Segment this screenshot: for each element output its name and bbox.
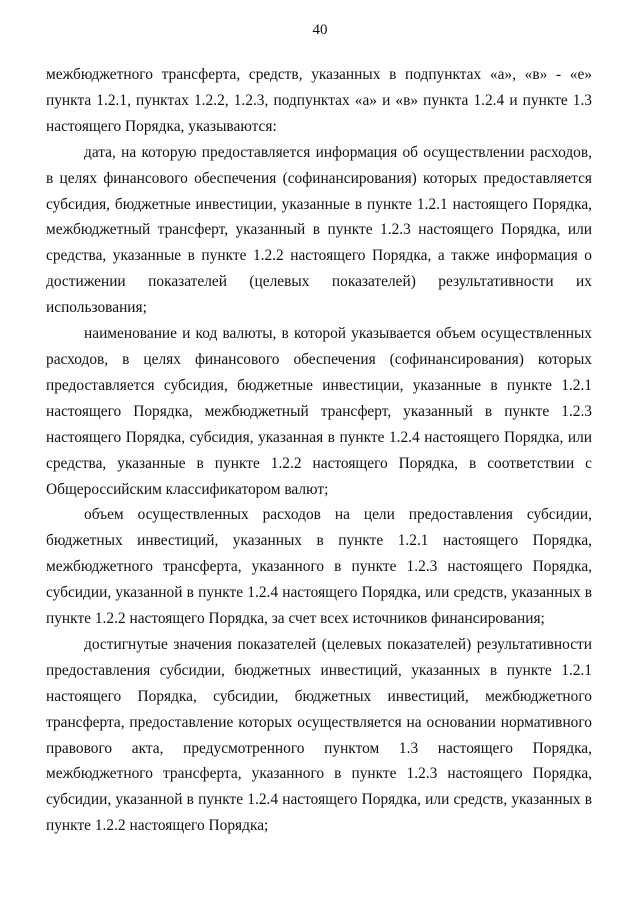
paragraph-currency: наименование и код валюты, в которой указывается объем осуществленных расходов, в целях финансового обеспечения (софинансирования) которых предоставляется субсидия, бюджетные инвестиции, указанные в пункте 1.2.1 настоящего Порядка, межбюджетный трансферт, указанный в пункте 1.2.3 настоящего Порядка, субсидия, указанная в пункте 1.2.4 настоящего Порядка, или средства, указанные в пункте 1.2.2 настоящего Порядка, в соответствии с Общероссийским классификатором валют;	[46, 325, 592, 498]
paragraph-indicator-values: достигнутые значения показателей (целевых показателей) результативности предоставления субсидии, бюджетных инвестиций, указанных в пункте 1.2.1 настоящего Порядка, субсидии, бюджетных инвестиций, межбюджетного трансферта, предоставление которых осуществляется на основании нормативного правового акта, предусмотренного пунктом 1.3 настоящего Порядка, межбюджетного трансферта, указанного в пункте 1.2.3 настоящего Порядка, субсидии, указанной в пункте 1.2.4 настоящего Порядка, или средств, указанных в пункте 1.2.2 настоящего Порядка;	[46, 635, 592, 835]
page-number: 40	[312, 22, 328, 38]
body-text	[46, 62, 592, 839]
paragraph-reporting-date: дата, на которую предоставляется информация об осуществлении расходов, в целях финансового обеспечения (софинансирования) которых предоставляется субсидия, бюджетные инвестиции, указанные в пункте 1.2.1 настоящего Порядка, межбюджетный трансферт, указанный в пункте 1.2.3 настоящего Порядка, или средства, указанные в пункте 1.2.2 настоящего Порядка, а также информация о достижении показателей (целевых показателей) результативности их использования;	[46, 143, 592, 317]
paragraph-expense-volume: объем осуществленных расходов на цели предоставления субсидии, бюджетных инвестиций, указанных в пункте 1.2.1 настоящего Порядка, межбюджетного трансферта, указанного в пункте 1.2.3 настоящего Порядка, субсидии, указанной в пункте 1.2.4 настоящего Порядка, или средств, указанных в пункте 1.2.2 настоящего Порядка, за счет всех источников финансирования;	[46, 506, 592, 628]
paragraph-continuation: межбюджетного трансферта, средств, указанных в подпунктах «а», «в» - «е» пункта 1.2.1, пунктах 1.2.2, 1.2.3, подпунктах «а» и «в» пункта 1.2.4 и пункте 1.3 настоящего Порядка, указываются:	[46, 66, 592, 135]
